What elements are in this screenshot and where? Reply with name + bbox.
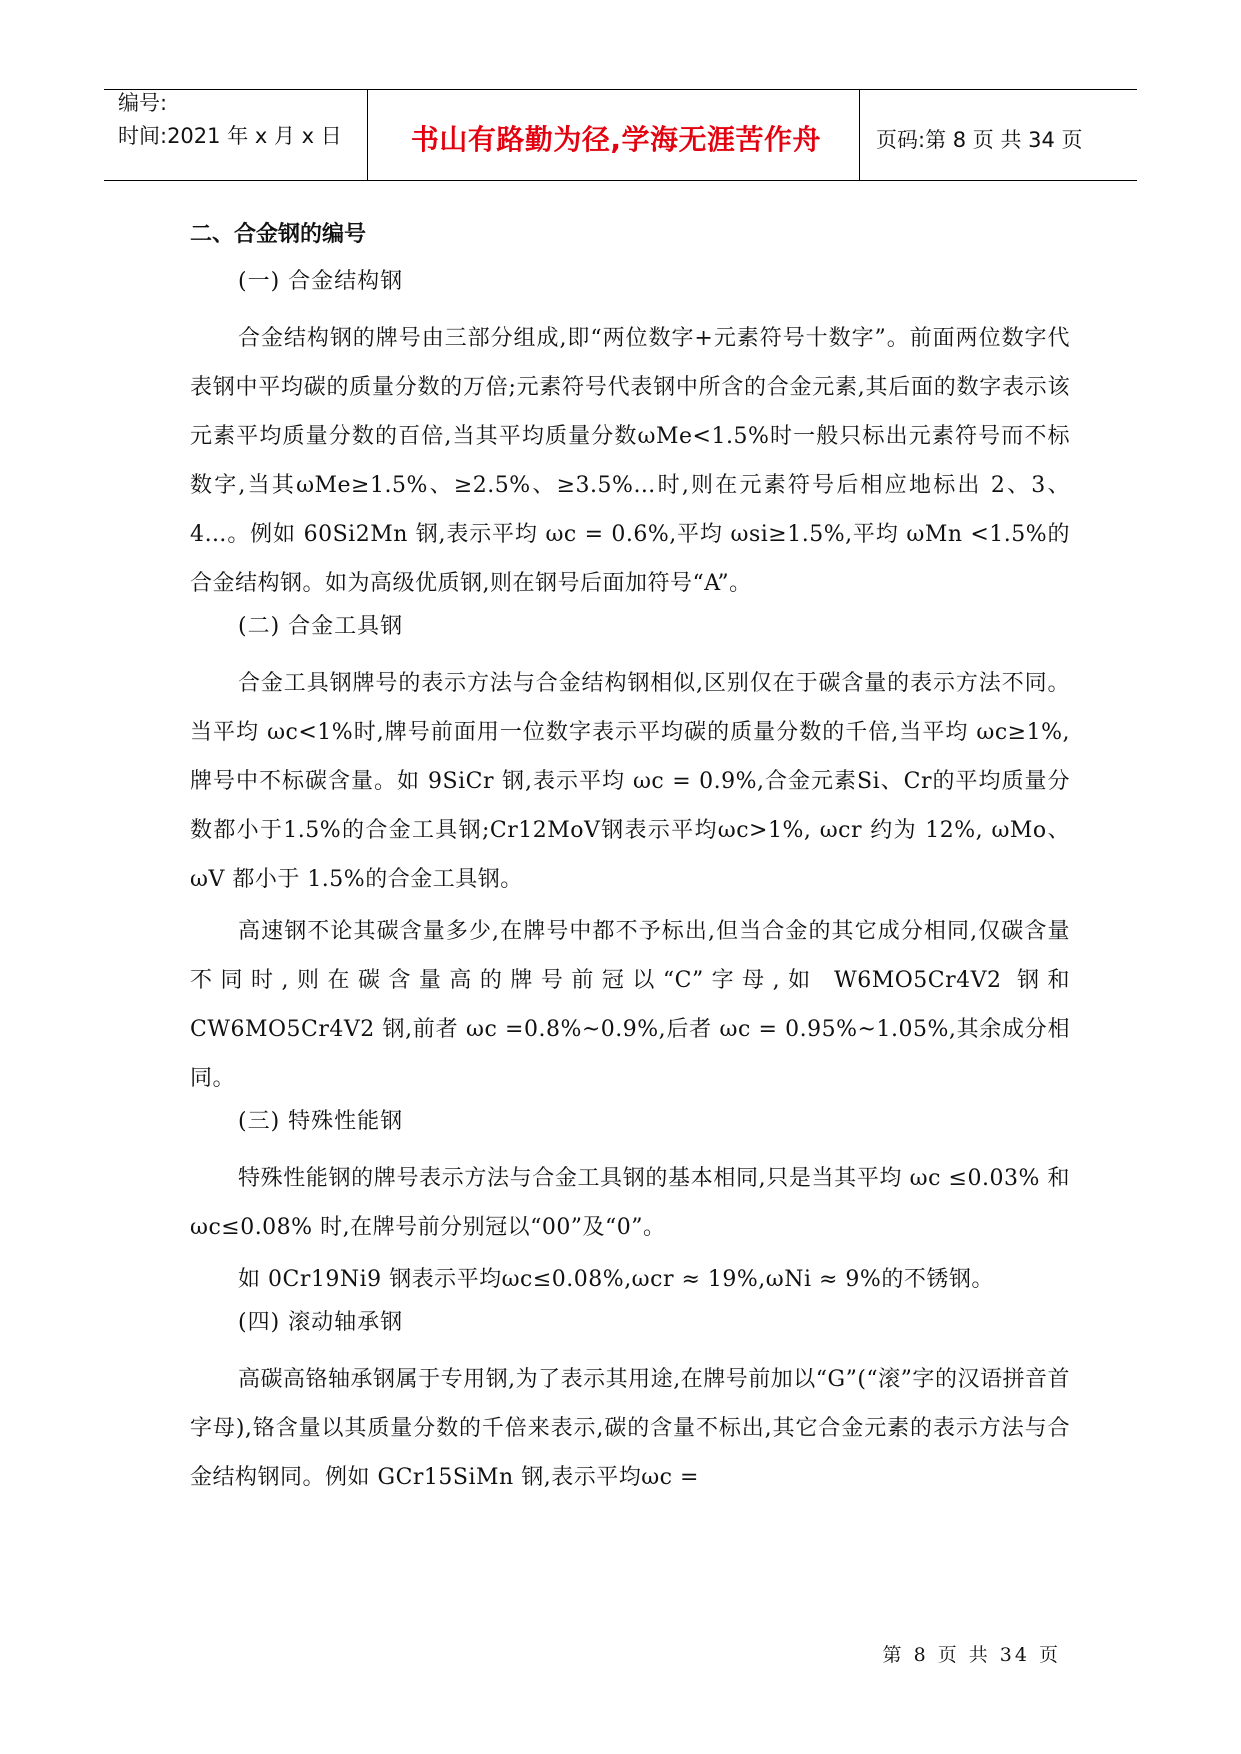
header-left-cell (118, 90, 342, 150)
subsection-title: (一) 合金结构钢 (238, 269, 404, 294)
subsection-title: (四) 滚动轴承钢 (238, 1310, 404, 1335)
header-motto: 书山有路勤为径,学海无涯苦作舟 (410, 123, 822, 156)
paragraph: 合金工具钢牌号的表示方法与合金结构钢相似,区别仅在于碳含量的表示方法不同。当平均 ωc<1%时,牌号前面用一位数字表示平均碳的质量分数的千倍,当平均 ωc≥1%,牌号中不标碳含量。如 9SiCr 钢,表示平均 ωc = 0.9%,合金元素Si、Cr的平均质量分数都小于1.5%的合金工具钢;Cr12MoV钢表示平均ωc>1%, ωcr 约为 12%, ωMo、 ωV 都小于 1.5%的合金工具钢。 (190, 671, 1070, 892)
header-bottom-rule (104, 180, 1137, 181)
document-body (190, 220, 1070, 1502)
doc-time-label: 时间:2021 年 x 月 x 日 (118, 124, 342, 148)
subsection-title: (二) 合金工具钢 (238, 614, 404, 639)
subsection-title: (三) 特殊性能钢 (238, 1109, 404, 1134)
doc-number-label: 编号: (118, 91, 168, 115)
section-title: 二、合金钢的编号 (190, 222, 367, 247)
paragraph: 高速钢不论其碳含量多少,在牌号中都不予标出,但当合金的其它成分相同,仅碳含量不同时,则在碳含量高的牌号前冠以“C”字母,如 W6MO5Cr4V2 钢和 CW6MO5Cr4V2 钢,前者 ωc =0.8%~0.9%,后者 ωc = 0.95%~1.05%,其余成分相同。 (190, 919, 1070, 1091)
header-divider-left (367, 89, 368, 181)
page-footer: 第 8 页 共 34 页 (882, 1644, 1061, 1666)
paragraph: 如 0Cr19Ni9 钢表示平均ωc≤0.08%,ωcr ≈ 19%,ωNi ≈ 9%的不锈钢。 (238, 1267, 994, 1292)
paragraph: 高碳高铬轴承钢属于专用钢,为了表示其用途,在牌号前加以“G”(“滚”字的汉语拼音首字母),铬含量以其质量分数的千倍来表示,碳的含量不标出,其它合金元素的表示方法与合金结构钢同。例如 GCr15SiMn 钢,表示平均ωc = (190, 1367, 1070, 1490)
paragraph: 合金结构钢的牌号由三部分组成,即“两位数字+元素符号十数字”。前面两位数字代表钢中平均碳的质量分数的万倍;元素符号代表钢中所含的合金元素,其后面的数字表示该元素平均质量分数的百倍,当其平均质量分数ωMe<1.5%时一般只标出元素符号而不标数字,当其ωMe≥1.5%、≥2.5%、≥3.5%…时,则在元素符号后相应地标出 2、3、4…。例如 60Si2Mn 钢,表示平均 ωc = 0.6%,平均 ωsi≥1.5%,平均 ωMn <1.5%的合金结构钢。如为高级优质钢,则在钢号后面加符号“A”。 (190, 326, 1070, 596)
paragraph: 特殊性能钢的牌号表示方法与合金工具钢的基本相同,只是当其平均 ωc ≤0.03% 和 ωc≤0.08% 时,在牌号前分别冠以“00”及“0”。 (190, 1166, 1070, 1240)
header-page-info: 页码:第 8 页 共 34 页 (876, 128, 1083, 152)
